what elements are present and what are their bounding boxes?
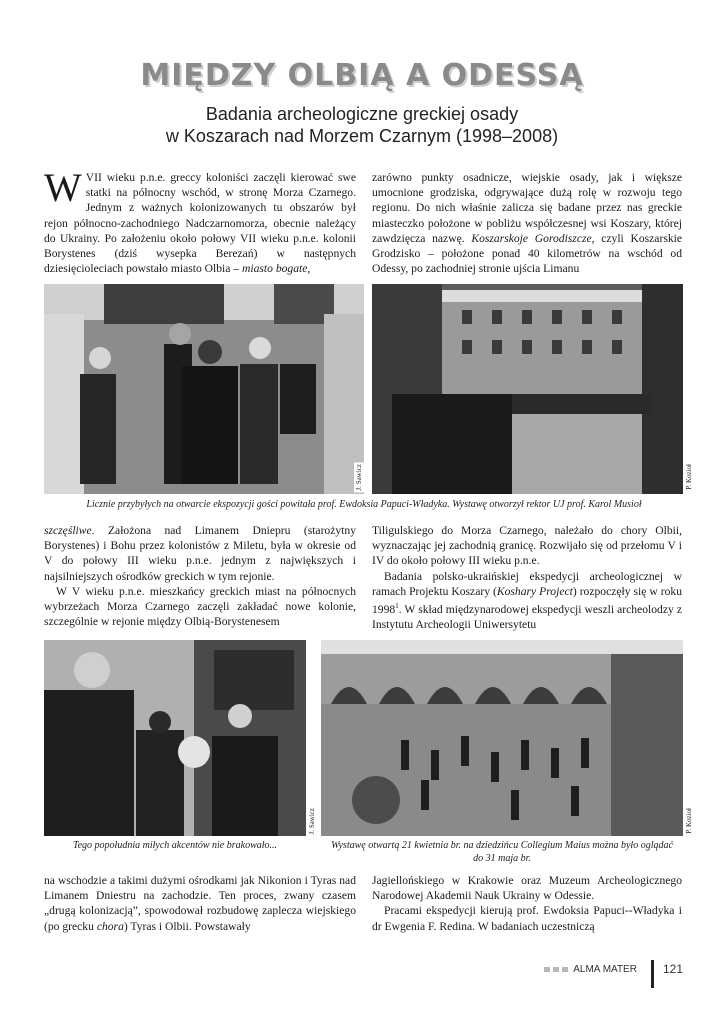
photo-collegium-maius-courtyard-image — [321, 640, 683, 836]
footer-divider — [651, 960, 654, 988]
photo-collegium-maius-courtyard — [321, 640, 683, 836]
photo-flowers-gift — [44, 640, 306, 836]
col1-bot-text-b: ) Tyras i Olbii. Powstawały — [123, 919, 251, 933]
article-subtitle-line1: Badania archeologiczne greckiej osady — [205, 104, 519, 124]
col2-mid-text-a: Tiligulskiego do Morza Czarnego, należało do chory Olbii, wyznaczając jej zachodnią granicę. Rozwijało się od przełomu V i IV do około połowy III wieku p.n.e. — [372, 524, 682, 568]
col2-bot-text-a: Jagiellońskiego w Krakowie oraz Muzeum Archeologicznego Narodowej Akademii Nauk Ukrainy w Odessie. — [372, 874, 682, 903]
photo-flowers-gift-image — [44, 640, 306, 836]
photo-opening-speech-image — [44, 284, 364, 494]
caption-right-photo — [316, 839, 688, 865]
col1-mid-text-a: . Założona nad Limanem Dniepru (starożytny Borystenes) i Bohu przez kolonistów z Miletu, była w okresie od V do połowy III wieku p.n.e. jednym z największych i najsilniejszych ośrodków greckich w tym rejonie. — [44, 524, 356, 583]
col2-mid-italic: Koshary Project — [496, 584, 573, 598]
col1-bot-text-a: na wschodzie a takimi dużymi ośrodkami jak Nikonion i Tyras nad Limanem Dniestru na zachodzie. Ten proces, zwany czasem „drugą kolonizacją”, spowodował rozbudowę zaplecza wiejskiego (po grecku — [44, 874, 356, 933]
page-number: 121 — [663, 962, 684, 976]
photo-courtyard-crowd-image — [372, 284, 683, 494]
column2-middle — [372, 523, 682, 632]
caption-top-photos: Licznie przybyłych na otwarcie ekspozycji gości powitała prof. Ewdoksia Papuci-Władyka. Wystawę otworzył rektor UJ prof. Karol Musioł — [86, 499, 642, 510]
column2-bottom — [372, 873, 682, 934]
footer-square-icon — [553, 967, 559, 972]
photo-opening-speech — [44, 284, 364, 494]
col2-top-text-b: , czyli Koszarskie Grodzisko – położone ponad 40 kilometrów na wschód od Odessy, po zachodniej stronie ujścia Limanu — [372, 231, 682, 276]
col2-top-text-a: zarówno punkty osadnicze, wiejskie osady, jak i większe umocnione grodziska, odgrywające dużą rolę w rozwoju tego regionu. Do nich właśnie zalicza się badane przez nas greckie miasteczko położone w pobliżu współczesnej wsi Koszary, której zawdzięcza nazwę. — [372, 171, 682, 245]
photo-credit-4: P. Kozioł — [685, 808, 693, 834]
photo-courtyard-crowd — [372, 284, 683, 494]
photo-credit-2: P. Kozioł — [685, 464, 693, 490]
col2-mid-text-b2: ) rozpoczęły się w roku 1998 — [372, 584, 683, 616]
column2-top — [372, 170, 682, 276]
footer-magazine — [544, 964, 637, 975]
footer-square-icon — [562, 967, 568, 972]
column1-top — [44, 165, 356, 276]
caption-left-photo: Tego popołudnia miłych akcentów nie brakowało... — [72, 840, 278, 851]
column1-bottom — [44, 873, 356, 934]
col1-bot-italic: chora — [96, 919, 124, 933]
col2-bot-text-b: Pracami ekspedycji kierują prof. Ewdoksia Papuci--Władyka i dr Ewgenia F. Redina. W badaniach uczestniczą — [372, 904, 682, 933]
photo-credit-1: J. Sawicz — [355, 464, 363, 491]
col1-mid-text-b: W V wieku p.n.e. mieszkańcy greckich miast na północnych wybrzeżach Morza Czarnego zaczęli zakładać nowe kolonie, szczególnie w rejonie między Olbią-Borystenesem — [44, 584, 356, 629]
drop-cap: W — [44, 165, 82, 210]
photo-credit-3: J. Sawicz — [308, 808, 316, 835]
col2-mid-text-b1: Badania polsko-ukraińskiej ekspedycji archeologicznej w ramach Projektu Koszary ( — [372, 569, 682, 598]
article-subtitle-line2: w Koszarach nad Morzem Czarnym (1998–2008) — [165, 126, 559, 146]
col2-mid-text-b3: . W skład międzynarodowej ekspedycji weszli archeolodzy z Instytutu Archeologii Uniwersytetu — [372, 602, 682, 632]
magazine-name: ALMA MATER — [573, 964, 637, 975]
column1-middle — [44, 523, 356, 629]
footer-square-icon — [544, 967, 550, 972]
col1-mid-italic: szczęśliwe — [44, 524, 92, 537]
col2-top-italic: Koszarskoje Gorodiszcze — [471, 231, 592, 245]
caption-right-line2: do 31 maja br. — [473, 853, 531, 864]
article-title: MIĘDZY OLBIĄ A ODESSĄ — [140, 58, 584, 93]
col1-top-text: VII wieku p.n.e. greccy koloniści zaczęli kierować swe statki na północny wschód, w stronę Morza Czarnego. Jednym z ważnych kolonizowanych tu obszarów był rejon północno-zachodniego Nadczarnomorza, obecnie należący do Ukrainy. Po założeniu około połowy VII wieku p.n.e. kolonii Borystenes (dziś wysepka Berezań) w następnych dziesięcioleciach powstało miasto Olbia – — [44, 171, 356, 276]
caption-right-line1: Wystawę otwartą 21 kwietnia br. na dziedzińcu Collegium Maius można było oglądać — [331, 840, 673, 851]
col1-top-italic: miasto bogate, — [242, 262, 311, 276]
footnote-marker: 1 — [395, 602, 399, 611]
